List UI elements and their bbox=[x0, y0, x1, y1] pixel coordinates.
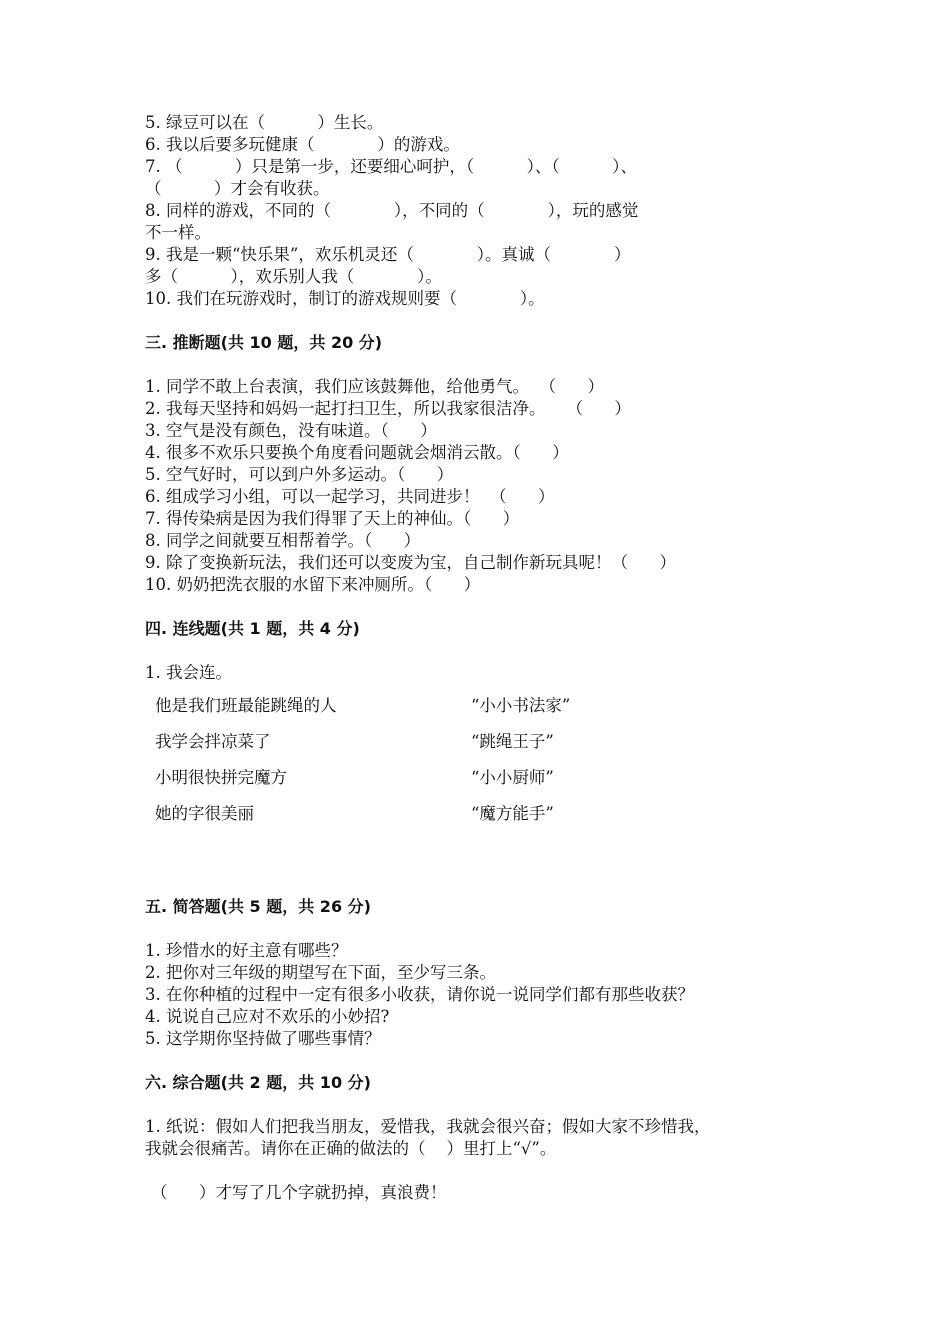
short-answer-item-1: 1. 珍惜水的好主意有哪些？ bbox=[145, 941, 348, 960]
matching-row bbox=[145, 758, 825, 794]
matching-right-item: “小小厨师” bbox=[471, 768, 554, 787]
section-6-title: 六. 综合题(共 2 题，共 10 分) bbox=[145, 1073, 371, 1092]
fill-in-question-10: 10. 我们在玩游戏时，制订的游戏规则要（ ）。 bbox=[145, 289, 545, 308]
fill-in-question-9-cont: 多（ ），欢乐别人我（ ）。 bbox=[145, 267, 442, 286]
matching-question: 1. 我会连。 bbox=[145, 663, 232, 682]
matching-left-item: 我学会拌凉菜了 bbox=[155, 732, 271, 751]
short-answer-item-3: 3. 在你种植的过程中一定有很多小收获，请你说一说同学们都有那些收获？ bbox=[145, 985, 694, 1004]
judge-item-9: 9. 除了变换新玩法，我们还可以变废为宝，自己制作新玩具呢！（ ） bbox=[145, 553, 676, 572]
fill-in-question-5: 5. 绿豆可以在（ ）生长。 bbox=[145, 113, 384, 132]
matching-row bbox=[145, 722, 825, 758]
section-4-title: 四. 连线题(共 1 题，共 4 分) bbox=[145, 619, 360, 638]
judge-item-1: 1. 同学不敢上台表演，我们应该鼓舞他，给他勇气。 （ ） bbox=[145, 377, 604, 396]
fill-in-question-8-cont: 不一样。 bbox=[145, 223, 211, 242]
judge-item-6: 6. 组成学习小组，可以一起学习，共同进步！ （ ） bbox=[145, 487, 555, 506]
judge-item-5: 5. 空气好时，可以到户外多运动。（ ） bbox=[145, 465, 454, 484]
short-answer-item-5: 5. 这学期你坚持做了哪些事情？ bbox=[145, 1029, 381, 1048]
comprehensive-option-1: （ ）才写了几个字就扔掉，真浪费！ bbox=[151, 1183, 447, 1202]
judge-item-4: 4. 很多不欢乐只要换个角度看问题就会烟消云散。（ ） bbox=[145, 443, 569, 462]
judge-item-10: 10. 奶奶把洗衣服的水留下来冲厕所。（ ） bbox=[145, 575, 481, 594]
matching-row bbox=[145, 794, 825, 830]
judge-item-8: 8. 同学之间就要互相帮着学。（ ） bbox=[145, 531, 421, 550]
matching-left-item: 他是我们班最能跳绳的人 bbox=[155, 696, 337, 715]
comprehensive-q1-line2: 我就会很痛苦。请你在正确的做法的（ ）里打上“√”。 bbox=[145, 1139, 557, 1158]
fill-in-question-8: 8. 同样的游戏，不同的（ ），不同的（ ），玩的感觉 bbox=[145, 201, 639, 220]
matching-row bbox=[145, 686, 825, 722]
fill-in-question-7-cont: （ ）才会有收获。 bbox=[145, 179, 330, 198]
matching-right-item: “魔方能手” bbox=[471, 804, 554, 823]
matching-right-item: “小小书法家” bbox=[471, 696, 571, 715]
section-3-title: 三. 推断题(共 10 题，共 20 分) bbox=[145, 333, 383, 352]
short-answer-item-4: 4. 说说自己应对不欢乐的小妙招? bbox=[145, 1007, 390, 1026]
fill-in-section bbox=[145, 112, 825, 310]
judge-item-7: 7. 得传染病是因为我们得罪了天上的神仙。（ ） bbox=[145, 509, 520, 528]
true-false-section bbox=[145, 376, 825, 596]
fill-in-question-7: 7. （ ）只是第一步，还要细心呵护，（ ）、（ ）、 bbox=[145, 157, 637, 176]
section-5-title: 五. 简答题(共 5 题，共 26 分) bbox=[145, 897, 371, 916]
matching-left-item: 她的字很美丽 bbox=[155, 804, 254, 823]
fill-in-question-9: 9. 我是一颗“快乐果”，欢乐机灵还（ ）。真诚（ ） bbox=[145, 245, 631, 264]
fill-in-question-6: 6. 我以后要多玩健康（ ）的游戏。 bbox=[145, 135, 460, 154]
judge-item-2: 2. 我每天坚持和妈妈一起打扫卫生，所以我家很洁净。 （ ） bbox=[145, 399, 631, 418]
matching-right-item: “跳绳王子” bbox=[471, 732, 554, 751]
comprehensive-section bbox=[145, 1116, 825, 1204]
judge-item-3: 3. 空气是没有颜色，没有味道。（ ） bbox=[145, 421, 437, 440]
short-answer-section bbox=[145, 940, 825, 1050]
matching-left-item: 小明很快拼完魔方 bbox=[155, 768, 287, 787]
comprehensive-q1-line1: 1. 纸说：假如人们把我当朋友，爱惜我，我就会很兴奋；假如大家不珍惜我， bbox=[145, 1117, 711, 1136]
short-answer-item-2: 2. 把你对三年级的期望写在下面，至少写三条。 bbox=[145, 963, 496, 982]
matching-table bbox=[145, 686, 825, 830]
worksheet-page bbox=[145, 112, 825, 1204]
